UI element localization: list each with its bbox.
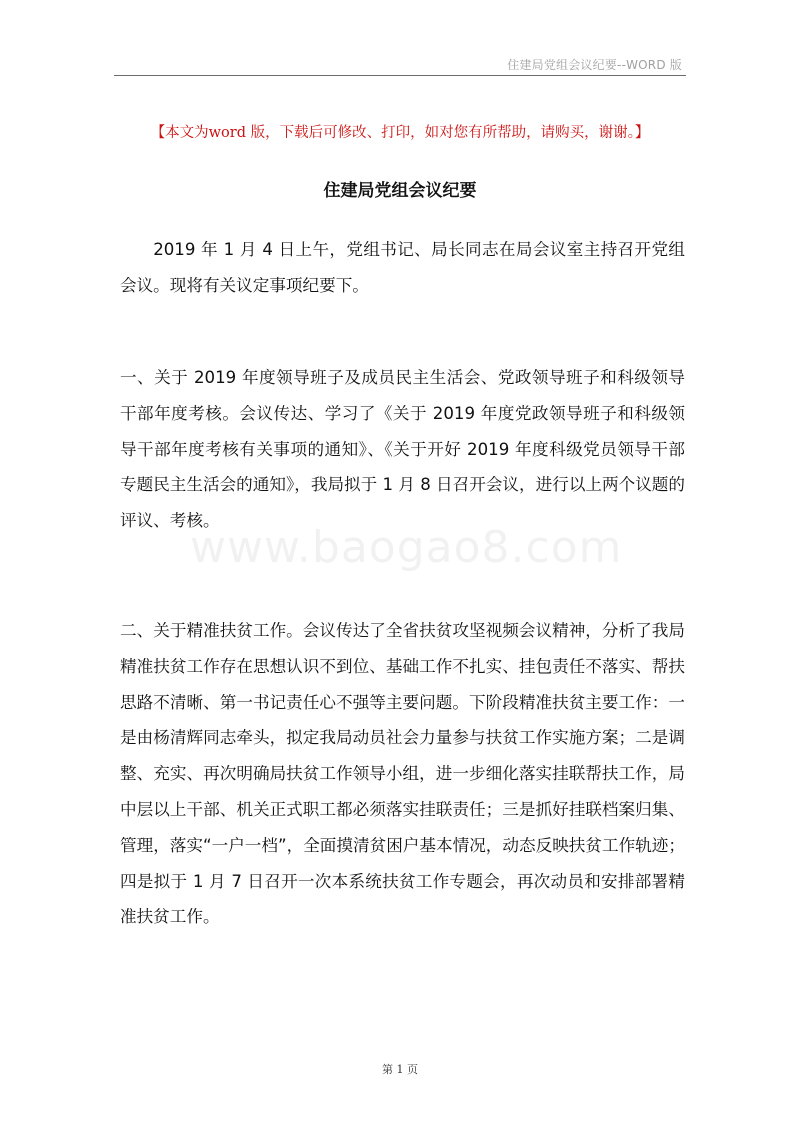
item-two-paragraph: [120, 613, 685, 935]
page-number: 第 1 页: [382, 1063, 418, 1076]
running-header: 住建局党组会议纪要--WORD 版: [507, 58, 682, 72]
item-one-paragraph: [120, 360, 685, 539]
intro-text: 2019 年 1 月 4 日上午，党组书记、局长同志在局会议室主持召开党组会议。现将有关议定事项纪要下。: [120, 240, 685, 295]
item-one-text: 一、关于 2019 年度领导班子及成员民主生活会、党政领导班子和科级领导干部年度考核。会议传达、学习了《关于 2019 年度党政领导班子和科级领导干部年度考核有关事项的通知》、《关于开好 2019 年度科级党员领导干部专题民主生活会的通知》，我局拟于 1 月 8 日召开会议，进行以上两个议题的评议、考核。: [120, 368, 685, 531]
item-two-text: 二、关于精准扶贫工作。会议传达了全省扶贫攻坚视频会议精神，分析了我局精准扶贫工作存在思想认识不到位、基础工作不扎实、挂包责任不落实、帮扶思路不清晰、第一书记责任心不强等主要问题。下阶段精准扶贫主要工作：一是由杨清辉同志牵头，拟定我局动员社会力量参与扶贫工作实施方案；二是调整、充实、再次明确局扶贫工作领导小组，进一步细化落实挂联帮扶工作，局中层以上干部、机关正式职工都必须落实挂联责任；三是抓好挂联档案归集、管理，落实“一户一档”，全面摸清贫困户基本情况，动态反映扶贫工作轨迹；四是拟于 1 月 7 日召开一次本系统扶贫工作专题会，再次动员和安排部署精准扶贫工作。: [120, 621, 685, 927]
watermark: www.baogao8.com: [190, 522, 623, 573]
purchase-notice: 【本文为word 版，下载后可修改、打印，如对您有所帮助，请购买，谢谢。】: [150, 125, 650, 141]
header-divider: [114, 75, 686, 76]
document-title: 住建局党组会议纪要: [323, 181, 477, 201]
intro-paragraph: [120, 232, 685, 304]
